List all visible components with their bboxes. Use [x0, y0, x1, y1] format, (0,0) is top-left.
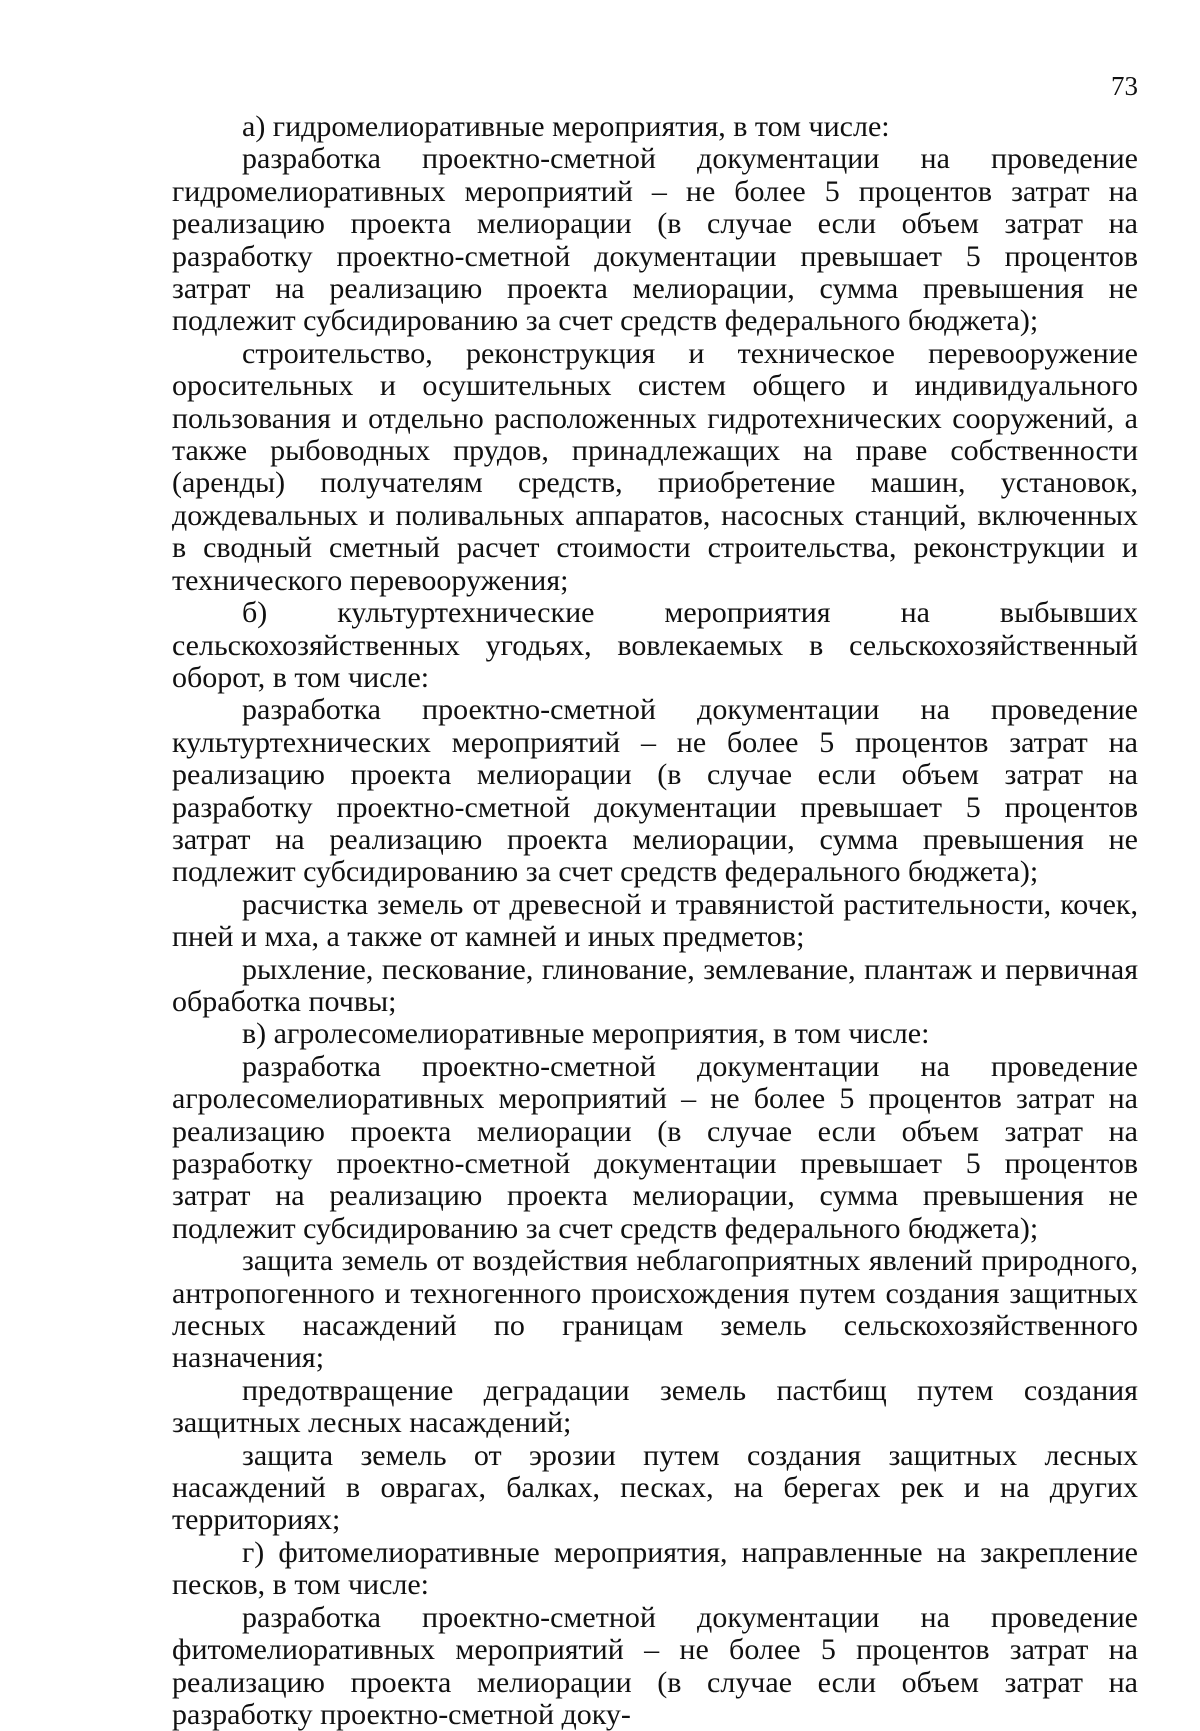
paragraph-v-erosion: защита земель от эрозии путем создания защитных лесных насаждений в оврагах, балках, песках, на берегах рек и на других территориях; — [172, 1438, 1138, 1537]
paragraph-item-g: г) фитомелиоративные мероприятия, направленные на закрепление песков, в том числе: — [172, 1535, 1138, 1602]
paragraph-item-a: а) гидромелиоративные мероприятия, в том числе: — [242, 110, 890, 143]
page-number: 73 — [1111, 71, 1138, 101]
paragraph-v-design-docs: разработка проектно-сметной документации на проведение агролесомелиоративных мероприятий – не более 5 процентов затрат на реализацию проекта мелиорации (в случае если объем затрат на разработку проектно-сметной документации превышает 5 процентов затрат на реализацию проекта мелиорации, сумма превышения не подлежит субсидированию за счет средств федерального бюджета); — [172, 1049, 1138, 1245]
paragraph-v-land-protection: защита земель от воздействия неблагоприятных явлений природного, антропогенного и техногенного происхождения путем создания защитных лесных насаждений по границам земель сельскохозяйственного назначения; — [172, 1244, 1138, 1375]
paragraph-a-design-docs: разработка проектно-сметной документации на проведение гидромелиоративных мероприятий – не более 5 процентов затрат на реализацию проекта мелиорации (в случае если объем затрат на разработку проектно-сметной документации превышает 5 процентов затрат на реализацию проекта мелиорации, сумма превышения не подлежит субсидированию за счет средств федерального бюджета); — [172, 142, 1138, 338]
paragraph-g-design-docs: разработка проектно-сметной документации на проведение фитомелиоративных мероприятий – не более 5 процентов затрат на реализацию проекта мелиорации (в случае если объем затрат на разработку проектно-сметной доку- — [172, 1600, 1138, 1731]
paragraph-b-loosening: рыхление, пескование, глинование, землевание, плантаж и первичная обработка почвы; — [172, 952, 1138, 1018]
paragraph-item-v: в) агролесомелиоративные мероприятия, в том числе: — [242, 1017, 930, 1051]
paragraph-a-construction: строительство, реконструкция и техническое перевооружение оросительных и осушительных систем общего и индивидуального пользования и отдельно расположенных гидротехнических сооружений, а также рыбоводных прудов, принадлежащих на праве собственности (аренды) получателям средств, приобретение машин, установок, дождевальных и поливальных аппаратов, насосных станций, включенных в сводный сметный расчет стоимости строительства, реконструкции и технического перевооружения; — [172, 336, 1138, 597]
paragraph-b-design-docs: разработка проектно-сметной документации на проведение культуртехнических мероприятий – не более 5 процентов затрат на реализацию проекта мелиорации (в случае если объем затрат на разработку проектно-сметной документации превышает 5 процентов затрат на реализацию проекта мелиорации, сумма превышения не подлежит субсидированию за счет средств федерального бюджета); — [172, 693, 1138, 889]
paragraph-item-b: б) культуртехнические мероприятия на выбывших сельскохозяйственных угодьях, вовлекаемых в сельскохозяйственный оборот, в том числе: — [172, 596, 1138, 694]
paragraph-v-pasture-degradation: предотвращение деградации земель пастбищ путем создания защитных лесных насаждений; — [172, 1373, 1138, 1440]
paragraph-b-clearing: расчистка земель от древесной и травянистой растительности, кочек, пней и мха, а также от камней и иных предметов; — [172, 887, 1138, 954]
document-body — [172, 111, 1138, 1731]
